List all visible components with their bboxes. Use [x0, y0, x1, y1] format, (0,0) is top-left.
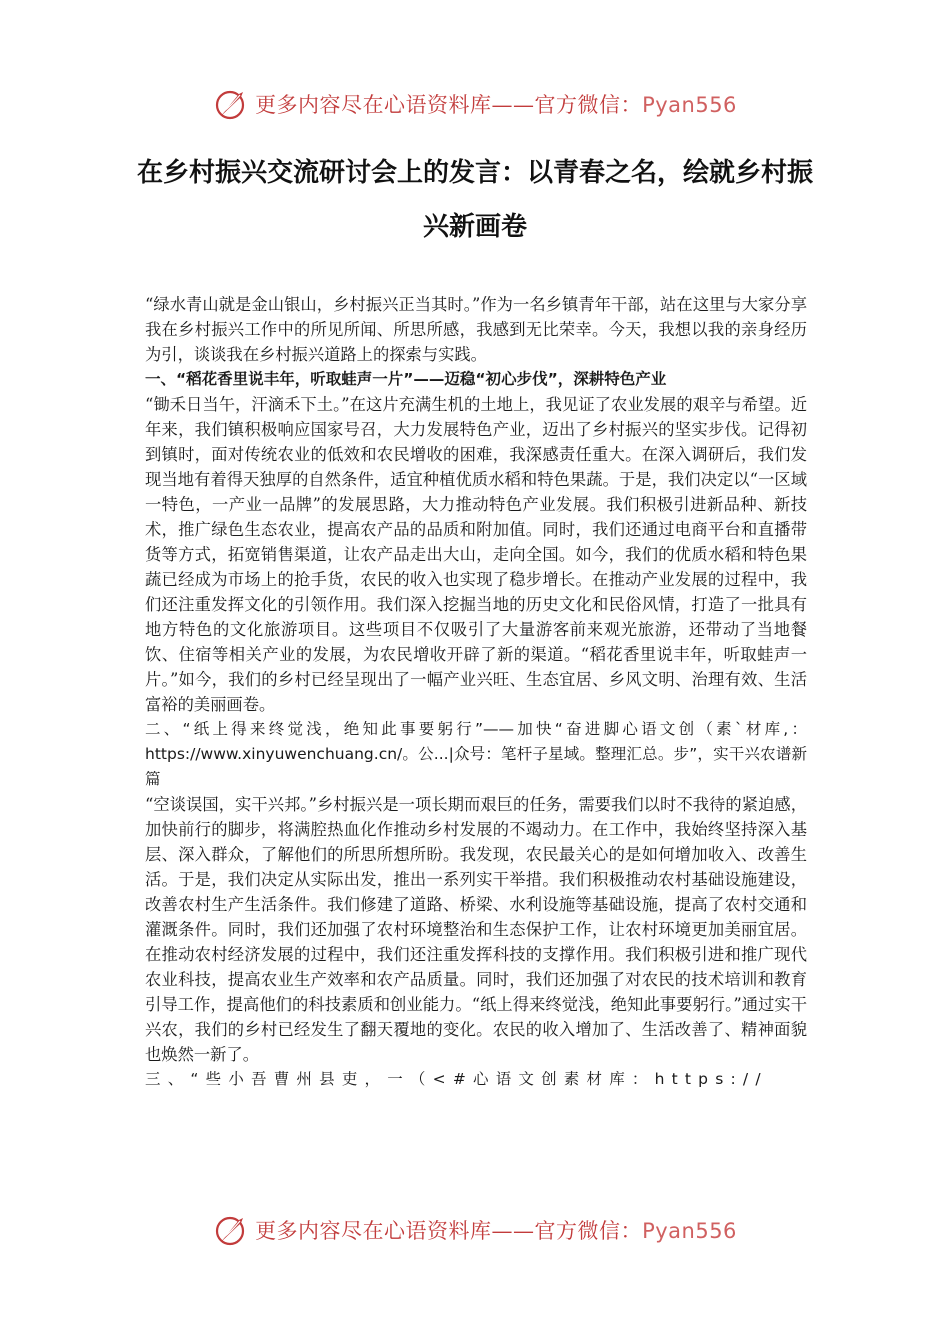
quill-logo-icon [213, 86, 249, 122]
document-title: 在乡村振兴交流研讨会上的发言：以青春之名，绘就乡村振兴新画卷 [136, 158, 813, 242]
watermark-text: 更多内容尽在心语资料库——官方微信：Pyan556 [255, 1219, 737, 1243]
section-paragraph-1: “锄禾日当午，汗滴禾下土。”在这片充满生机的土地上，我见证了农业发展的艰辛与希望。近年来，我们镇积极响应国家号召，大力发展特色产业，迈出了乡村振兴的坚实步伐。记得初到镇时，面对传统农业的低效和农民增收的困难，我深感责任重大。在深入调研后，我们发现当地有着得天独厚的自然条件，适宜种植优质水稻和特色果蔬。于是，我们决定以“一区域一特色，一产业一品牌”的发展思路，大力推动特色产业发展。我们积极引进新品种、新技术，推广绿色生态农业，提高农产品的品质和附加值。同时，我们还通过电商平台和直播带货等方式，拓宽销售渠道，让农产品走出大山，走向全国。如今，我们的优质水稻和特色果蔬已经成为市场上的抢手货，农民的收入也实现了稳步增长。在推动产业发展的过程中，我们还注重发挥文化的引领作用。我们深入挖掘当地的历史文化和民俗风情，打造了一批具有地方特色的文化旅游项目。这些项目不仅吸引了大量游客前来观光旅游，还带动了当地餐饮、住宿等相关产业的发展，为农民增收开辟了新的渠道。“稻花香里说丰年，听取蛙声一片。”如今，我们的乡村已经呈现出了一幅产业兴旺、生态宜居、乡风文明、治理有效、生活富裕的美丽画卷。 [145, 395, 807, 714]
section-heading-2: 二、“纸上得来终觉浅，绝知此事要躬行”——加快“奋进脚心语文创（素`材库,：https://www.xinyuwenchuang.cn/。公...|众号：笔杆子星域。整理汇总。步”，实干兴农谱新篇 [145, 720, 807, 788]
header-watermark-banner [0, 84, 950, 124]
quill-logo-icon [213, 1212, 249, 1248]
intro-paragraph: “绿水青山就是金山银山，乡村振兴正当其时。”作为一名乡镇青年干部，站在这里与大家分享我在乡村振兴工作中的所见所闻、所思所感，我感到无比荣幸。今天，我想以我的亲身经历为引，谈谈我在乡村振兴道路上的探索与实践。 [145, 295, 807, 364]
section-paragraph-2: “空谈误国，实干兴邦。”乡村振兴是一项长期而艰巨的任务，需要我们以时不我待的紧迫感，加快前行的脚步，将满腔热血化作推动乡村发展的不竭动力。在工作中，我始终坚持深入基层、深入群众，了解他们的所思所想所盼。我发现，农民最关心的是如何增加收入、改善生活。于是，我们决定从实际出发，推出一系列实干举措。我们积极推动农村基础设施建设，改善农村生产生活条件。我们修建了道路、桥梁、水利设施等基础设施，提高了农村交通和灌溉条件。同时，我们还加强了农村环境整治和生态保护工作，让农村环境更加美丽宜居。在推动农村经济发展的过程中，我们还注重发挥科技的支撑作用。我们积极引进和推广现代农业科技，提高农业生产效率和农产品质量。同时，我们还加强了对农民的技术培训和教育引导工作，提高他们的科技素质和创业能力。“纸上得来终觉浅，绝知此事要躬行。”通过实干兴农，我们的乡村已经发生了翻天覆地的变化。农民的收入增加了、生活改善了、精神面貌也焕然一新了。 [145, 795, 807, 1064]
section-heading-3: 三、“些小吾曹州县吏，一（<#心语文创素材库：https:// [145, 1070, 768, 1088]
watermark-text: 更多内容尽在心语资料库——官方微信：Pyan556 [255, 93, 737, 117]
footer-watermark-banner [0, 1210, 950, 1250]
section-heading-1: 一、“稻花香里说丰年，听取蛙声一片”——迈稳“初心步伐”，深耕特色产业 [145, 370, 667, 388]
document-body [145, 292, 807, 1092]
